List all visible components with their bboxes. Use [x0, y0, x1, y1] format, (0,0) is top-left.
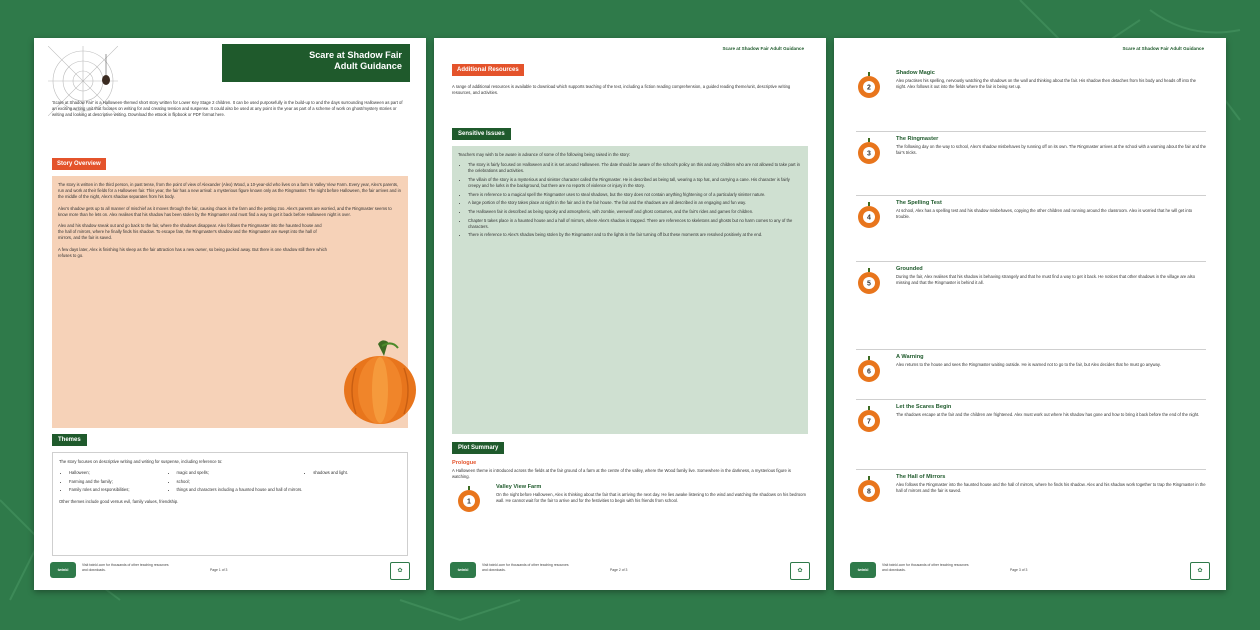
twinkl-logo[interactable]: twinkl — [50, 562, 76, 578]
themes-outro: Other themes include good versus evil, family values, friendship. — [59, 498, 179, 504]
prologue-heading: Prologue — [452, 460, 477, 466]
divider — [856, 131, 1206, 132]
divider — [856, 469, 1206, 470]
divider — [856, 261, 1206, 262]
sensitive-issue-item: • The villain of the story is a mysterious and sinister character called the Ringmaster. He is described as being tall, wearing a top hat, and carrying a cane. His character is fairly creepy and he lurks in the background, but there are no reports of violence or injury in the story. — [468, 177, 802, 189]
pumpkin-number-icon — [456, 486, 482, 512]
sensitive-issue-item: • The Halloween fair is described as being spooky and atmospheric, with zombie, werewolf and ghost costumes, and the fair's rides and games for children. — [468, 209, 802, 215]
chapter-text: The following day on the way to school, Alex's shadow misbehaves by running off on its own. The Ringmaster arrives at the school with a warning about the fair and the fair's tricks. — [896, 144, 1206, 156]
sensitive-issue-item: • Chapter 5 takes place in a haunted house and a hall of mirrors, where Alex's shadow is trapped. There are references to skeletons and ghosts but no harm comes to any of the characters. — [468, 218, 802, 230]
overview-paragraph-4: A few days later, Alex is finishing his sleep as the fair attraction has a new owner, so being packed away. But there is one shadow still there which refuses to go. — [58, 246, 328, 258]
pumpkin-number-icon — [856, 138, 882, 164]
additional-resources-text — [452, 84, 808, 96]
page-footer — [850, 562, 1210, 580]
additional-resources-body: A range of additional resources is available to download which supports teaching of the text, including a fiction reading comprehension, a guided reading theme/unit, descriptive writing resources, and activities. — [452, 84, 791, 96]
footer-text: Visit twinkl.com for thousands of other teaching resources and downloads. — [482, 563, 569, 572]
quality-badge-icon: ✿ — [1190, 562, 1210, 580]
chapter-title: The Hall of Mirrors — [896, 474, 946, 480]
sensitive-issue-item: • There is reference to Alex's shadow being stolen by the Ringmaster and to the lights in the fair turning off but these moments are resolved positively at the end. — [468, 232, 802, 238]
page-3 — [834, 38, 1226, 590]
page-number: Page 2 of 3 — [610, 568, 628, 572]
themes-box — [52, 452, 408, 556]
story-overview-heading: Story Overview — [52, 158, 106, 170]
quality-badge-icon: ✿ — [790, 562, 810, 580]
themes-intro: The story focuses on descriptive writing and writing for suspense, including reference to: — [59, 459, 223, 464]
chapter-title: Grounded — [896, 266, 923, 272]
divider — [856, 195, 1206, 196]
overview-paragraph-3: Alex and his shadow sneak out and go back to the fair, where the shadows disappear. Alex follows the Ringmaster into the haunted house and the hall of mirrors, where he finally finds his shadow. To escape fate, the Ringmaster's shadow and the Ringmaster are swept into the hall of mirrors, and the fair is saved. — [58, 223, 322, 241]
chapter-title: Valley View Farm — [496, 484, 542, 490]
themes-list-2 — [167, 470, 304, 496]
title-line-2: Adult Guidance — [334, 61, 402, 71]
footer-text: Visit twinkl.com for thousands of other teaching resources and downloads. — [882, 563, 969, 572]
pumpkin-number-icon — [856, 202, 882, 228]
overview-paragraph-2: Alex's shadow gets up to all manner of mischief as it moves through the fair, causing chaos in the farm and the petting zoo. Alex's parents are worried, and the Ringmaster seems to know more than he lets on. Alex realises that his shadow has been stolen by the Ringmaster and must find a way to get it back before Halloween night is over. — [58, 205, 392, 217]
page-footer — [50, 562, 410, 580]
pumpkin-number-icon — [856, 268, 882, 294]
sensitive-issue-item: • A large portion of the story takes place at night in the fair and in the fair house. The fair and the shadows are all described in an engaging and fun way. — [468, 200, 802, 206]
plot-summary-heading: Plot Summary — [452, 442, 504, 454]
theme-item: • magic and spells; — [177, 470, 304, 476]
footer-text: Visit twinkl.com for thousands of other teaching resources and downloads. — [82, 563, 169, 572]
page-number: Page 1 of 3 — [210, 568, 228, 572]
chapter-text: Alex practises his spelling, nervously watching the shadows on the wall and thinking about the fair. His shadow then detaches from his body and heads off into the night. Alex follows it out into the fields where the fair is being set up. — [896, 78, 1196, 90]
chapter-title: The Spelling Test — [896, 200, 942, 206]
svg-text:1: 1 — [467, 498, 471, 506]
sensitive-issues-heading: Sensitive Issues — [452, 128, 511, 140]
pumpkin-number-icon — [856, 476, 882, 502]
chapter-number: 4 — [867, 214, 871, 222]
running-head: Scare at Shadow Fair Adult Guidance — [1122, 46, 1204, 51]
page-footer — [450, 562, 810, 580]
sensitive-issues-box — [452, 146, 808, 434]
chapter-title: Let the Scares Begin — [896, 404, 952, 410]
themes-list-3 — [303, 470, 401, 496]
chapter-number: 6 — [867, 368, 871, 376]
chapter-text: During the fair, Alex realises that his shadow is behaving strangely and that he must find a way to get it back. He notices that other shadows in the village are also missing and that the Ringmaster is behind it all. — [896, 274, 1196, 286]
themes-heading: Themes — [52, 434, 87, 446]
chapter-text: The shadows escape at the fair and the children are frightened. Alex must work out where his shadow has gone and how to bring it back before the end of the night. — [896, 412, 1200, 417]
additional-resources-heading: Additional Resources — [452, 64, 524, 76]
twinkl-logo[interactable]: twinkl — [850, 562, 876, 578]
chapter-text: On the night before Halloween, Alex is thinking about the fair that is arriving the next day. He lies awake listening to the wind and watching the shadows on his bedroom wall. He cannot wait for the fair to arrive and for the festivities to begin with his friends from school. — [496, 492, 806, 504]
chapter-text: Alex returns to the house and sees the Ringmaster waiting outside. He is warned not to go to the fair, but Alex decides that he must go anyway. — [896, 362, 1161, 367]
page-1 — [34, 38, 426, 590]
running-head: Scare at Shadow Fair Adult Guidance — [722, 46, 804, 51]
sensitive-issue-item: • The story is fairly focused on Halloween and it is set around Halloween. The date should be aware of the school's policy on this and any children who are not allowed to take part in the celebrations and activities. — [468, 162, 802, 174]
title-line-1: Scare at Shadow Fair — [309, 50, 402, 60]
chapter-number: 2 — [867, 84, 871, 92]
chapter-title: The Ringmaster — [896, 136, 939, 142]
pumpkin-number-icon — [856, 406, 882, 432]
themes-list-1 — [59, 470, 167, 496]
intro-paragraph: 'Scare at Shadow Fair' is a Halloween-themed short story written for Lower Key Stage 2 children. It can be used purposefully in the build-up to and the days surrounding Halloween as part of an exciting writing unit that focuses on writing for and creating tension and suspense. It could also be used at any point in the year as part of a scheme of work on ghost/mystery stories or writing and looking at descriptive writing. Download the eBook in flipbook or PDF format here. — [52, 100, 403, 118]
divider — [856, 399, 1206, 400]
overview-paragraph-1: The story is written in the third person, in past tense, from the point of view of Alexander (Alex) Wood, a 10-year-old who lives on a farm in Valley View Farm. Every year, Alex's parents, run and work at their fields for a Halloween fair. This year, the fair has a new arrival: a mysterious figure known only as the Ringmaster. The night before Halloween, the fair arrives and in the middle of the night, Alex's shadow separates from his body. — [58, 182, 401, 200]
chapter-number: 3 — [867, 150, 871, 158]
theme-item: • things and characters including a haunted house and hall of mirrors. — [177, 487, 304, 493]
theme-item: • Farming and the family; — [69, 479, 167, 485]
sensitive-issue-item: • There is reference to a magical spell the Ringmaster uses to steal shadows, but the story does not contain anything frightening or of a particularly sinister nature. — [468, 192, 802, 198]
pumpkin-number-icon — [856, 72, 882, 98]
twinkl-logo[interactable]: twinkl — [450, 562, 476, 578]
sensitive-issues-list — [458, 162, 802, 238]
theme-item: • school; — [177, 479, 304, 485]
chapter-text: At school, Alex has a spelling test and his shadow misbehaves, copying the other children and running around the classroom. Alex is worried that he will get into trouble. — [896, 208, 1193, 220]
divider — [856, 349, 1206, 350]
chapter-title: Shadow Magic — [896, 70, 935, 76]
prologue-text: A Halloween theme is introduced across the fields at the fair ground of a farm at the centre of the valley, where the Wood family live. Somewhere in the darkness, a mysterious figure is watching. — [452, 468, 791, 480]
theme-item: • Halloween; — [69, 470, 167, 476]
quality-badge-icon: ✿ — [390, 562, 410, 580]
pumpkin-icon — [342, 338, 418, 426]
pumpkin-number-icon — [856, 356, 882, 382]
chapter-number: 7 — [867, 418, 871, 426]
theme-item: • shadows and light. — [313, 470, 401, 476]
chapter-number: 5 — [867, 280, 871, 288]
theme-item: • Family roles and responsibilities; — [69, 487, 167, 493]
chapter-text: Alex follows the Ringmaster into the haunted house and the hall of mirrors, where he finds his shadow. Alex and his shadow work together to trap the Ringmaster in the hall of mirrors and the fair is saved. — [896, 482, 1206, 494]
page-title — [222, 44, 410, 82]
sensitive-intro: Teachers may wish to be aware in advance of some of the following being raised in the story: — [458, 152, 631, 157]
page-2 — [434, 38, 826, 590]
chapter-number: 8 — [867, 488, 871, 496]
chapter-title: A Warning — [896, 354, 924, 360]
page-number: Page 3 of 3 — [1010, 568, 1028, 572]
